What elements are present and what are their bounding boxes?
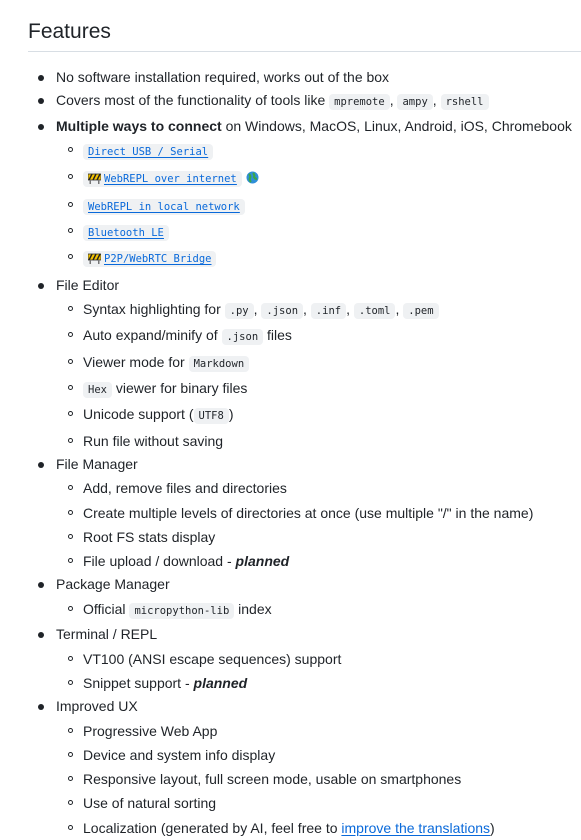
link-webrepl-local[interactable]: WebREPL in local network [83, 197, 245, 213]
separator: , [389, 92, 394, 109]
code-utf8: UTF8 [194, 408, 229, 424]
list-item-text: Terminal / REPL [56, 626, 158, 643]
sublist-item [56, 245, 581, 273]
sublist-item [56, 165, 581, 193]
list-item-no-install [28, 66, 581, 89]
planned-label: planned [235, 553, 290, 570]
link-webrepl-internet[interactable]: WebREPL over internet [83, 169, 242, 185]
sublist-item: Unicode support ( UTF8 ) [56, 402, 581, 428]
code-hex: Hex [83, 382, 112, 398]
list-item-terminal [28, 623, 581, 695]
planned-label: planned [193, 674, 248, 691]
list-item-text: File Manager [56, 455, 138, 472]
list-item-package-manager [28, 573, 581, 623]
list-item-text: Package Manager [56, 576, 170, 593]
list-item-file-editor [28, 274, 581, 453]
sublist-item [56, 219, 581, 245]
construction-icon [88, 169, 101, 193]
sublist-item: File upload / download - planned [56, 549, 581, 573]
list-item-improved-ux [28, 695, 581, 840]
code-toml: .toml [354, 303, 396, 319]
link-direct-usb[interactable]: Direct USB / Serial [83, 142, 213, 158]
code-json: .json [222, 329, 264, 345]
code-mpremote: mpremote [329, 94, 390, 110]
sublist-item: Create multiple levels of directories at once (use multiple "/" in the name) [56, 501, 581, 525]
sublist-item: Viewer mode for Markdown [56, 350, 581, 376]
sublist-item: Run file without saving [56, 429, 581, 453]
file-editor-sublist [56, 297, 581, 453]
sublist-item: Auto expand/minify of .json files [56, 323, 581, 349]
separator: , [432, 92, 437, 109]
list-item-text: File Editor [56, 276, 120, 293]
code-micropython-lib: micropython-lib [129, 603, 234, 619]
code-rshell: rshell [441, 94, 489, 110]
code-pem: .pem [403, 303, 438, 319]
list-item-text: No software installation required, works out of the box [56, 69, 390, 85]
sublist-item: Syntax highlighting for .py , .json , .inf , .toml , .pem [56, 297, 581, 323]
improved-ux-sublist [56, 719, 581, 840]
connect-sublist [56, 138, 581, 273]
list-item-file-manager [28, 453, 581, 574]
sublist-item [56, 138, 581, 164]
sublist-item: Hex viewer for binary files [56, 376, 581, 402]
link-bluetooth[interactable]: Bluetooth LE [83, 223, 169, 239]
sublist-item: Responsive layout, full screen mode, usable on smartphones [56, 767, 581, 791]
package-manager-sublist [56, 597, 581, 623]
terminal-sublist [56, 647, 581, 696]
code-inf: .inf [311, 303, 346, 319]
link-improve-translations[interactable]: improve the translations [341, 819, 491, 836]
code-markdown: Markdown [189, 356, 250, 372]
list-item-text: Covers most of the functionality of tools like [56, 92, 326, 109]
list-item-connect [28, 115, 581, 274]
sublist-item: Localization (generated by AI, feel free to improve the translations) [56, 816, 581, 840]
sublist-item: Use of natural sorting [56, 791, 581, 815]
features-list [28, 66, 581, 840]
list-item-text: Improved UX [56, 698, 138, 715]
sublist-item: Device and system info display [56, 743, 581, 767]
code-json: .json [261, 303, 303, 319]
link-p2p-webrtc[interactable]: P2P/WebRTC Bridge [83, 249, 216, 265]
sublist-item: Official micropython-lib index [56, 597, 581, 623]
list-item-text: on Windows, MacOS, Linux, Android, iOS, Chromebook [225, 117, 572, 134]
code-ampy: ampy [397, 94, 432, 110]
sublist-item: Add, remove files and directories [56, 476, 581, 500]
sublist-item: VT100 (ANSI escape sequences) support [56, 647, 581, 671]
list-item-bold: Multiple ways to connect [56, 117, 222, 134]
sublist-item: Snippet support - planned [56, 671, 581, 695]
sublist-item: Root FS stats display [56, 525, 581, 549]
sublist-item [56, 193, 581, 219]
list-item-tools [28, 89, 581, 114]
globe-icon [246, 167, 259, 191]
code-py: .py [225, 303, 254, 319]
page-title: Features [28, 18, 581, 52]
construction-icon [88, 249, 101, 273]
file-manager-sublist [56, 476, 581, 573]
sublist-item: Progressive Web App [56, 719, 581, 743]
